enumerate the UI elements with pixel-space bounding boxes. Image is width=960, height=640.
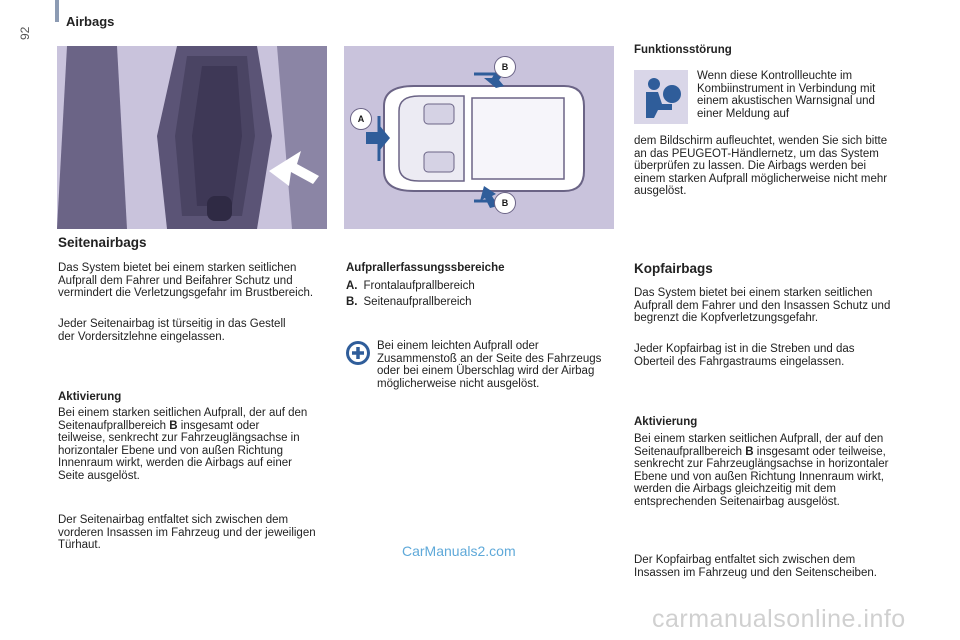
header-accent-bar (55, 0, 59, 22)
zone-a-item: A. Frontalaufprallbereich (346, 280, 475, 292)
side-activation-text: Bei einem starken seitlichen Aufprall, der auf den Seitenaufprallbereich B insgesamt oder teilweise, senkrecht zur Fahrzeuglängsachse in horizontaler Ebene und von außen Richtung Innenraum wirkt, werden die Airbags auf einer Seite ausgelöst. (58, 407, 308, 482)
malfunction-text-bottom: dem Bildschirm aufleuchtet, wenden Sie sich bitte an das PEUGEOT-Händlernetz, um das System überprüfen zu lassen. Die Airbags werden bei einem starken Aufprall möglicherweise nicht mehr ausgelöst. (634, 135, 888, 198)
head-activation-text: Bei einem starken seitlichen Aufprall, der auf den Seitenaufprallbereich B insgesamt oder teilweise, senkrecht zur Fahrzeuglängsachse in horizontaler Ebene und von außen Richtung Innenraum wirkt, werden die Airbags gleichzeitig mit dem entsprechenden Seitenairbag ausgelöst. (634, 433, 889, 508)
impact-zones-diagram (344, 46, 614, 229)
head-airbag-deploy-text: Der Kopfairbag entfaltet sich zwischen dem Insassen im Fahrzeug und den Seitenscheiben. (634, 554, 877, 579)
light-impact-note: Bei einem leichten Aufprall oder Zusammenstoß an der Seite des Fahrzeugs oder bei einem Überschlag wird der Airbag möglicherweise nicht ausgelöst. (377, 340, 602, 390)
malfunction-text-top: Wenn diese Kontrollleuchte im Kombiinstrument in Verbindung mit einem akustischen Warnsignal und einer Meldung auf (697, 70, 876, 120)
side-airbags-location: Jeder Seitenairbag ist türseitig in das Gestell der Vordersitzlehne eingelassen. (58, 318, 286, 343)
side-airbag-deploy-text: Der Seitenairbag entfaltet sich zwischen dem vorderen Insassen im Fahrzeug und der jeweiligen Türhaut. (58, 514, 316, 552)
impact-zones-heading: Aufprallerfassungssbereiche (346, 262, 505, 274)
section-title: Airbags (66, 14, 115, 29)
side-airbags-heading: Seitenairbags (58, 235, 147, 250)
zone-b-item: B. Seitenaufprallbereich (346, 296, 472, 308)
watermark-carmanualsonline: carmanualsonline.info (652, 605, 906, 633)
zone-b-marker-top: B (494, 56, 516, 78)
head-activation-heading: Aktivierung (634, 416, 698, 428)
info-plus-icon (345, 340, 371, 366)
zone-b-marker-bottom: B (494, 192, 516, 214)
malfunction-heading: Funktionsstörung (634, 44, 732, 56)
side-airbags-intro: Das System bietet bei einem starken seitlichen Aufprall dem Fahrer und Beifahrer Schutz und vermindert die Verletzungsgefahr im Brustbereich. (58, 262, 314, 300)
side-activation-heading: Aktivierung (58, 391, 122, 403)
seat-side-airbag-photo (57, 46, 327, 229)
zone-a-marker: A (350, 108, 372, 130)
head-airbags-location: Jeder Kopfairbag ist in die Streben und das Oberteil des Fahrgastraums eingelassen. (634, 343, 855, 368)
head-airbags-intro: Das System bietet bei einem starken seitlichen Aufprall dem Fahrer und den Insassen Schutz und begrenzt die Kopfverletzungsgefahr. (634, 287, 891, 325)
airbag-warning-light-icon (634, 70, 688, 124)
watermark-carmanuals: CarManuals2.com (402, 543, 516, 559)
page-number: 92 (18, 26, 32, 40)
head-airbags-heading: Kopfairbags (634, 261, 713, 276)
